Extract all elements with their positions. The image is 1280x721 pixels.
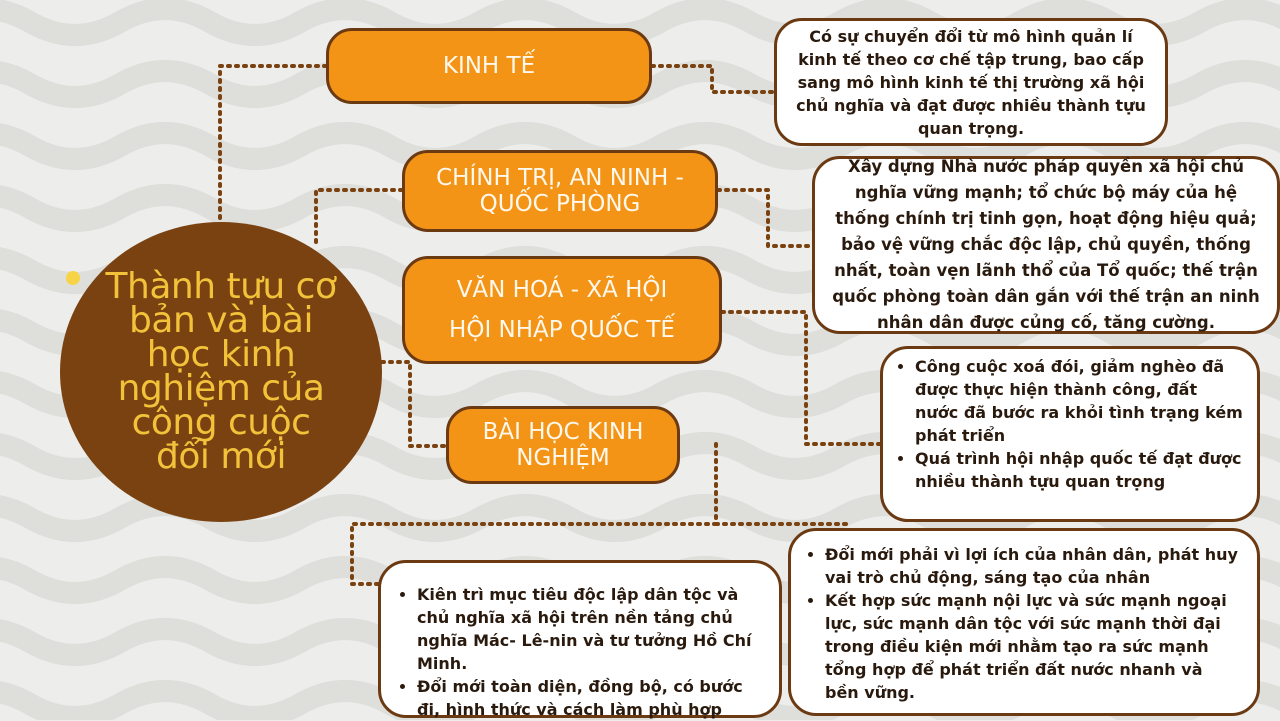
detail-bullet: • Đổi mới phải vì lợi ích của nhân dân, phát huy vai trò chủ động, sáng tạo của nhân xyxy=(825,543,1241,589)
detail-bullet: • Kết hợp sức mạnh nội lực và sức mạnh ngoại lực, sức mạnh dân tộc với sức mạnh thời đại trong điều kiện mới nhằm tạo ra sức mạnh tổng hợp để phát triển đất nước nhanh và bền vững. xyxy=(825,589,1241,704)
branch-kinh-te xyxy=(326,28,652,104)
center-topic-title: Thành tựu cơ bản và bài học kinh nghiệm của công cuộc đổi mới xyxy=(105,266,337,477)
detail-kinh-te xyxy=(774,18,1168,146)
connector-chinh-tri-detail xyxy=(718,190,812,246)
center-topic-circle xyxy=(60,222,382,522)
branch-label: BÀI HỌC KINH NGHIỆM xyxy=(482,419,644,471)
connector-kinh-te-detail xyxy=(652,66,774,92)
connector-kinh-te xyxy=(220,66,326,218)
detail-text: Có sự chuyển đổi từ mô hình quản lí kinh tế theo cơ chế tập trung, bao cấp sang mô hình kinh tế thị trường xã hội chủ nghĩa và đạt được nhiều thành tựu quan trọng. xyxy=(796,26,1146,138)
branch-van-hoa xyxy=(402,256,722,364)
detail-text: Xây dựng Nhà nước pháp quyền xã hội chủ nghĩa vững mạnh; tổ chức bộ máy của hệ thống chính trị tinh gọn, hoạt động hiệu quả; bảo vệ vững chắc độc lập, chủ quyền, thống nhất, toàn vẹn lãnh thổ của Tổ quốc; thế trận quốc phòng toàn dân gắn với thế trận an ninh nhân dân được củng cố, tăng cường. xyxy=(832,157,1260,332)
branch-label: CHÍNH TRỊ, AN NINH - QUỐC PHÒNG xyxy=(436,165,684,217)
connector-bai-hoc xyxy=(382,362,448,446)
decorative-dot xyxy=(66,271,80,285)
detail-bullet: • Công cuộc xoá đói, giảm nghèo đã được thực hiện thành công, đất nước đã bước ra khỏi tình trạng kém phát triển xyxy=(915,355,1243,447)
branch-bai-hoc xyxy=(446,406,680,484)
branch-label: KINH TẾ xyxy=(442,53,536,79)
detail-bullet: • Kiên trì mục tiêu độc lập dân tộc và chủ nghĩa xã hội trên nền tảng chủ nghĩa Mác- Lê-nin và tư tưởng Hồ Chí Minh. xyxy=(417,583,765,675)
detail-van-hoa xyxy=(880,346,1260,522)
detail-bai-hoc-left xyxy=(378,560,782,718)
detail-bai-hoc-right xyxy=(788,528,1260,716)
branch-label: VĂN HOÁ - XÃ HỘI HỘI NHẬP QUỐC TẾ xyxy=(449,277,675,343)
detail-bullet: • Quá trình hội nhập quốc tế đạt được nhiều thành tựu quan trọng xyxy=(915,447,1243,493)
branch-chinh-tri xyxy=(402,150,718,232)
connector-chinh-tri xyxy=(316,190,402,242)
detail-bullet: • Đổi mới toàn diện, đồng bộ, có bước đi, hình thức và cách làm phù hợp xyxy=(417,675,765,721)
connector-bai-hoc-split xyxy=(716,444,852,524)
detail-chinh-tri xyxy=(812,156,1280,334)
